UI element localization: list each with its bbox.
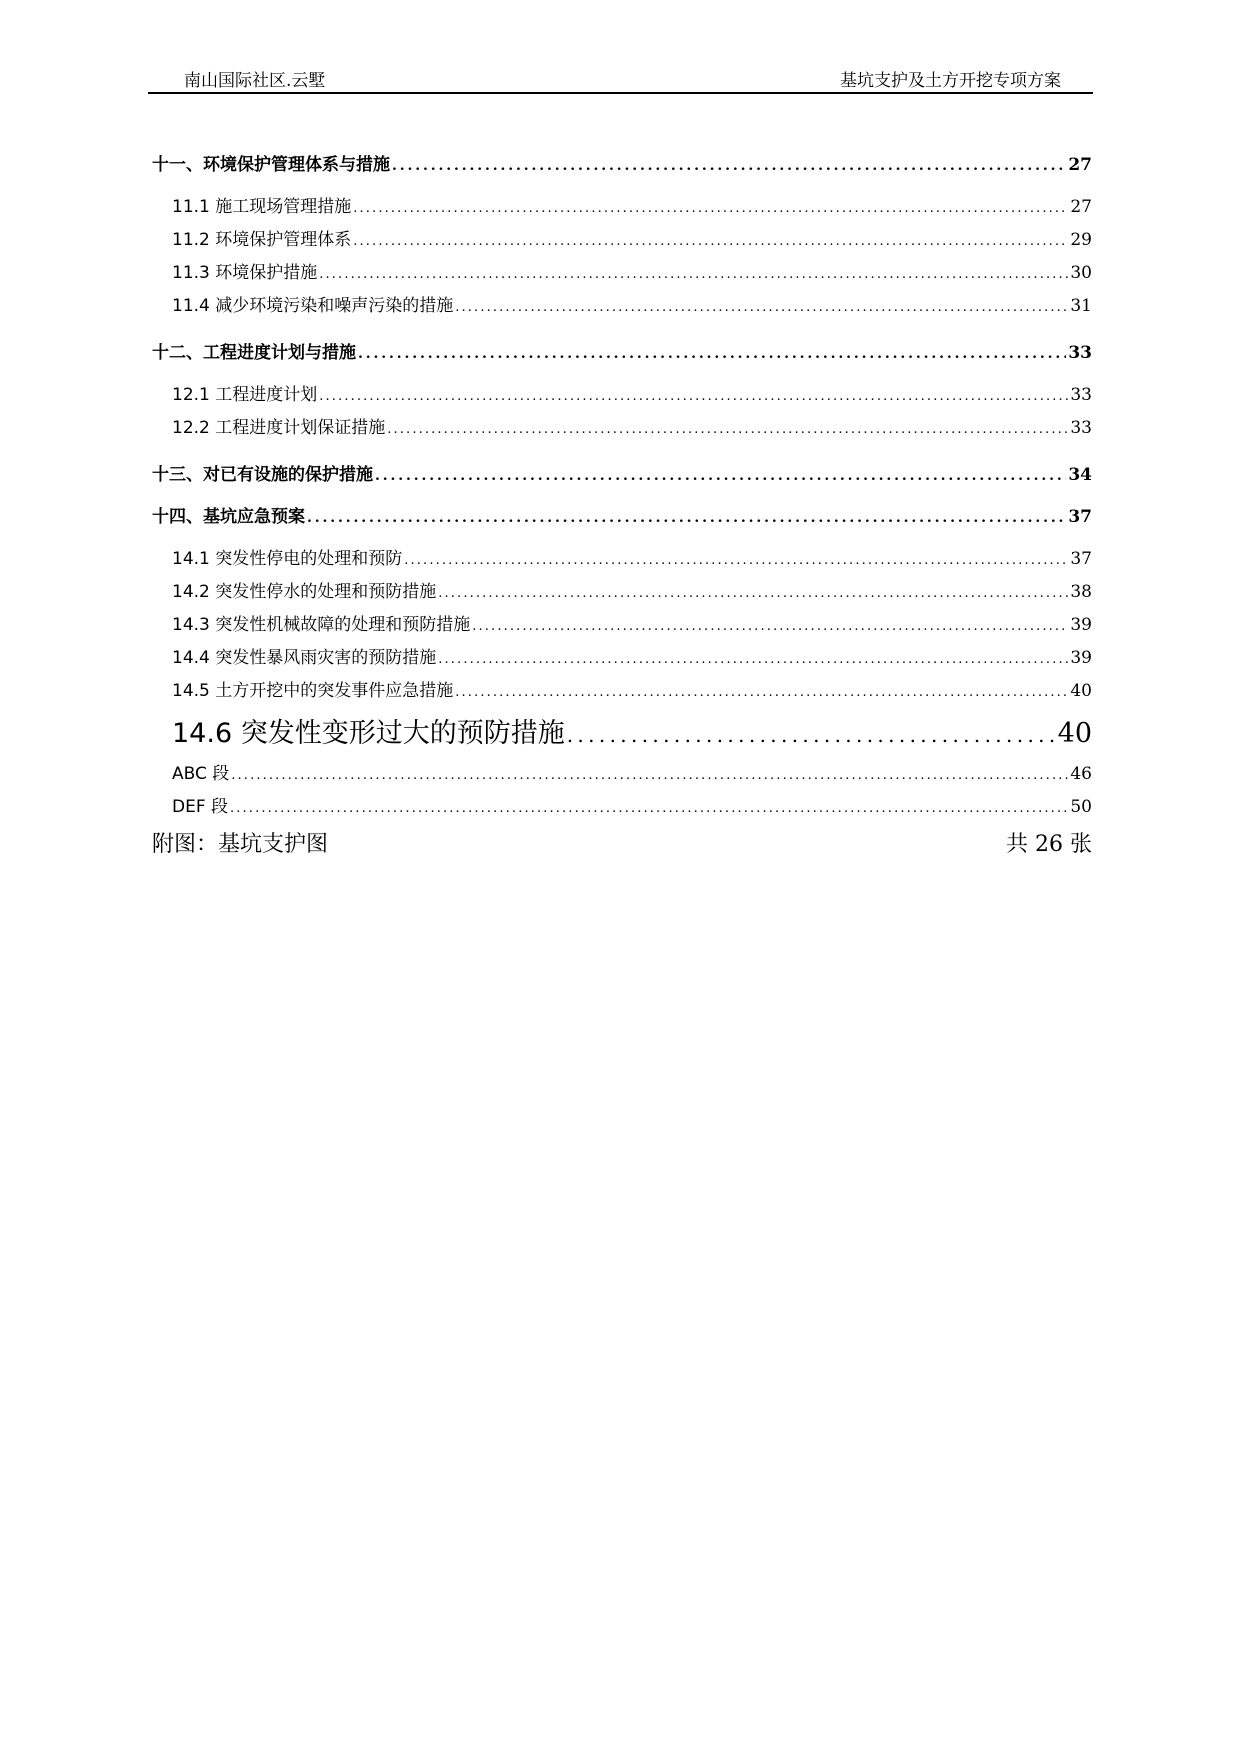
dot-leader [353, 234, 1068, 249]
dot-leader [387, 422, 1068, 437]
toc-entry-title: 十一、环境保护管理体系与措施 [152, 155, 390, 175]
toc-entry-page: 46 [1070, 764, 1092, 784]
toc-entry-title: 十二、工程进度计划与措施 [152, 343, 356, 363]
toc-entry-def[interactable] [152, 792, 1092, 825]
toc-entry-chapter-13[interactable] [152, 460, 1092, 490]
dot-leader [230, 801, 1068, 816]
toc-entry-14-2[interactable] [152, 577, 1092, 610]
header-document-title: 基坑支护及土方开挖专项方案 [840, 71, 1061, 91]
toc-entry-11-4[interactable] [152, 291, 1092, 324]
dot-leader [231, 768, 1068, 783]
dot-leader [358, 346, 1066, 362]
toc-entry-page: 37 [1070, 549, 1092, 569]
toc-entry-page: 30 [1070, 263, 1092, 283]
toc-entry-title: 十三、对已有设施的保护措施 [152, 465, 373, 485]
toc-entry-title: 14.4 突发性暴风雨灾害的预防措施 [172, 648, 437, 668]
dot-leader [353, 201, 1068, 216]
toc-entry-14-1[interactable] [152, 544, 1092, 577]
table-of-contents [152, 150, 1092, 861]
toc-entry-page: 33 [1070, 418, 1092, 438]
dot-leader [375, 468, 1066, 484]
toc-entry-abc[interactable] [152, 759, 1092, 792]
toc-entry-title: 14.6 突发性变形过大的预防措施 [172, 718, 565, 749]
toc-entry-title: 11.3 环境保护措施 [172, 263, 318, 283]
dot-leader [319, 267, 1068, 282]
toc-entry-title: 14.2 突发性停水的处理和预防措施 [172, 582, 437, 602]
dot-leader [392, 158, 1066, 174]
toc-entry-11-1[interactable] [152, 192, 1092, 225]
toc-entry-title: 14.5 土方开挖中的突发事件应急措施 [172, 681, 454, 701]
appendix-label: 附图：基坑支护图 [152, 832, 329, 857]
toc-entry-page: 33 [1068, 343, 1092, 363]
toc-entry-page: 38 [1070, 582, 1092, 602]
dot-leader [472, 619, 1068, 634]
toc-entry-12-2[interactable] [152, 413, 1092, 446]
toc-entry-page: 40 [1057, 718, 1092, 749]
toc-entry-title: 14.3 突发性机械故障的处理和预防措施 [172, 615, 471, 635]
dot-leader [319, 389, 1068, 404]
dot-leader [455, 685, 1068, 700]
toc-entry-page: 34 [1068, 465, 1092, 485]
toc-entry-title: 11.1 施工现场管理措施 [172, 197, 352, 217]
toc-entry-chapter-14[interactable] [152, 502, 1092, 532]
toc-entry-title: 十四、基坑应急预案 [152, 507, 305, 527]
toc-entry-11-2[interactable] [152, 225, 1092, 258]
dot-leader [567, 723, 1056, 747]
page-header [148, 60, 1093, 94]
toc-entry-page: 31 [1070, 296, 1092, 316]
appendix-count: 共 26 张 [1006, 832, 1092, 857]
dot-leader [404, 553, 1068, 568]
toc-entry-title: 12.1 工程进度计划 [172, 385, 318, 405]
toc-entry-title: DEF 段 [172, 797, 229, 817]
toc-entry-title: ABC 段 [172, 764, 230, 784]
toc-entry-title: 11.4 减少环境污染和噪声污染的措施 [172, 296, 454, 316]
toc-entry-title: 12.2 工程进度计划保证措施 [172, 418, 386, 438]
toc-entry-title: 14.1 突发性停电的处理和预防 [172, 549, 403, 569]
toc-entry-chapter-12[interactable] [152, 338, 1092, 368]
header-project-name: 南山国际社区.云墅 [184, 71, 326, 91]
toc-entry-11-3[interactable] [152, 258, 1092, 291]
dot-leader [438, 586, 1068, 601]
toc-entry-page: 50 [1070, 797, 1092, 817]
toc-entry-page: 39 [1070, 648, 1092, 668]
toc-entry-page: 29 [1070, 230, 1092, 250]
toc-entry-page: 39 [1070, 615, 1092, 635]
toc-entry-12-1[interactable] [152, 380, 1092, 413]
toc-entry-14-6[interactable] [152, 711, 1092, 759]
toc-entry-page: 40 [1070, 681, 1092, 701]
toc-entry-14-4[interactable] [152, 643, 1092, 676]
toc-entry-page: 33 [1070, 385, 1092, 405]
toc-entry-page: 27 [1068, 155, 1092, 175]
toc-entry-page: 37 [1068, 507, 1092, 527]
dot-leader [438, 652, 1068, 667]
toc-entry-14-3[interactable] [152, 610, 1092, 643]
appendix-line [152, 827, 1092, 861]
dot-leader [307, 510, 1066, 526]
toc-entry-page: 27 [1070, 197, 1092, 217]
toc-entry-chapter-11[interactable] [152, 150, 1092, 180]
dot-leader [455, 300, 1068, 315]
toc-entry-title: 11.2 环境保护管理体系 [172, 230, 352, 250]
toc-entry-14-5[interactable] [152, 676, 1092, 709]
